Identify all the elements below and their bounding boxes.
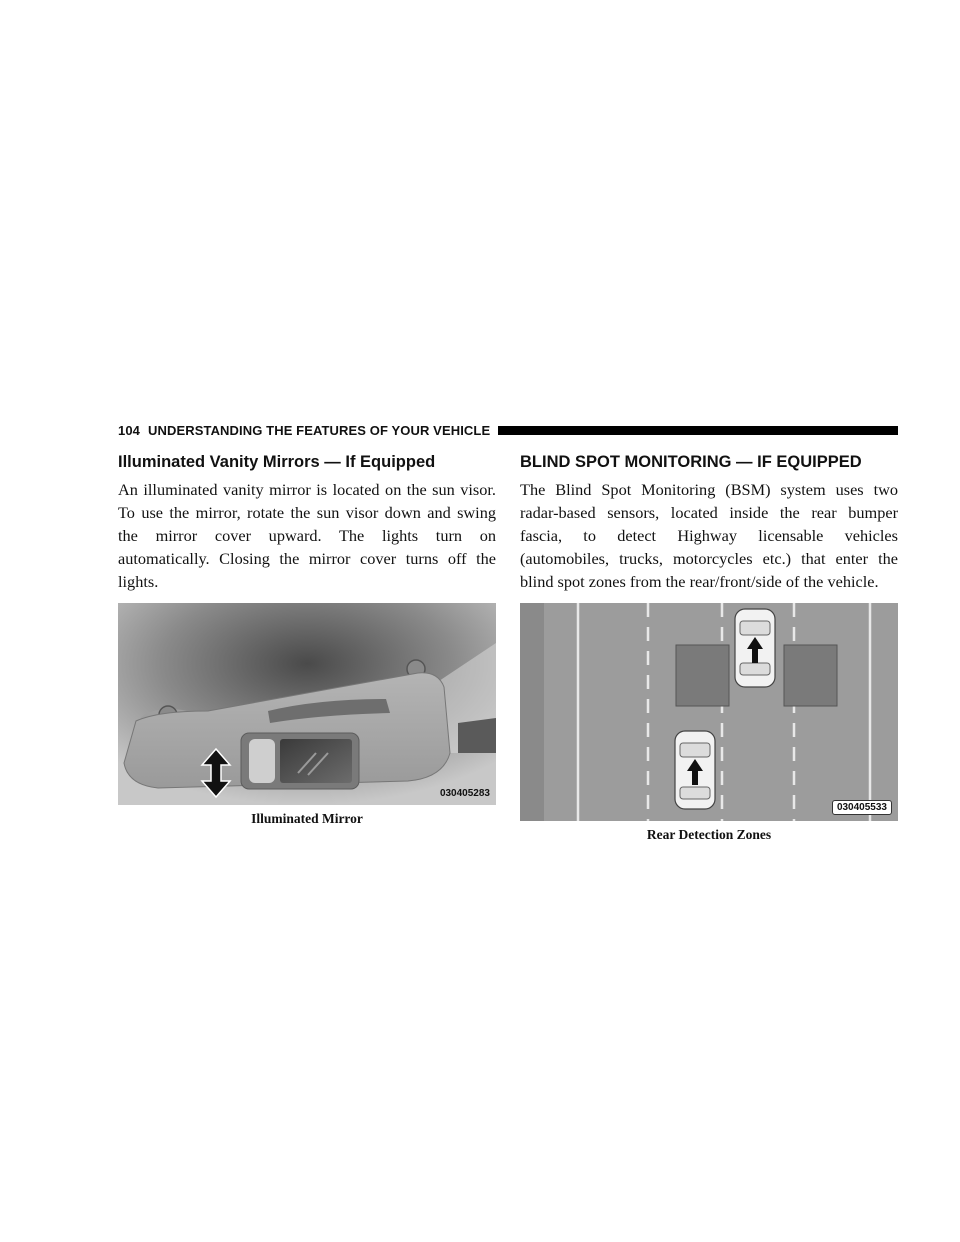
detection-zones-diagram [520,603,898,821]
figure-code: 030405533 [832,800,892,815]
figure-code: 030405283 [439,788,490,799]
vanity-mirror-heading: Illuminated Vanity Mirrors — If Equipped [118,453,436,471]
header-rule [498,426,898,435]
right-column [520,452,898,843]
illuminated-mirror-figure [118,603,496,805]
section-title: UNDERSTANDING THE FEATURES OF YOUR VEHICLE [148,422,491,438]
bsm-heading: BLIND SPOT MONITORING — IF EQUIPPED [520,453,862,471]
sun-visor-illustration [118,603,496,805]
rear-detection-figure [520,603,898,821]
trailing-vehicle-icon [675,731,715,809]
page-number: 104 [118,422,140,438]
host-vehicle-icon [735,609,775,687]
running-header [118,420,898,440]
figure-caption: Rear Detection Zones [646,827,772,842]
vanity-mirror-body: An illuminated vanity mirror is located on the sun visor. To use the mirror, rotate the sun visor down and swing the mirror cover upward. The lights turn on automatically. Closing the mirror cover turns off the lights. [118,480,496,591]
left-column [118,452,496,827]
figure-caption: Illuminated Mirror [251,811,363,826]
bsm-body: The Blind Spot Monitoring (BSM) system uses two radar-based sensors, located inside the rear bumper fascia, to detect Highway licensable vehicles (automobiles, trucks, motorcycles etc.) that enter the blind spot zones from the rear/front/side of the vehicle. [520,480,898,591]
